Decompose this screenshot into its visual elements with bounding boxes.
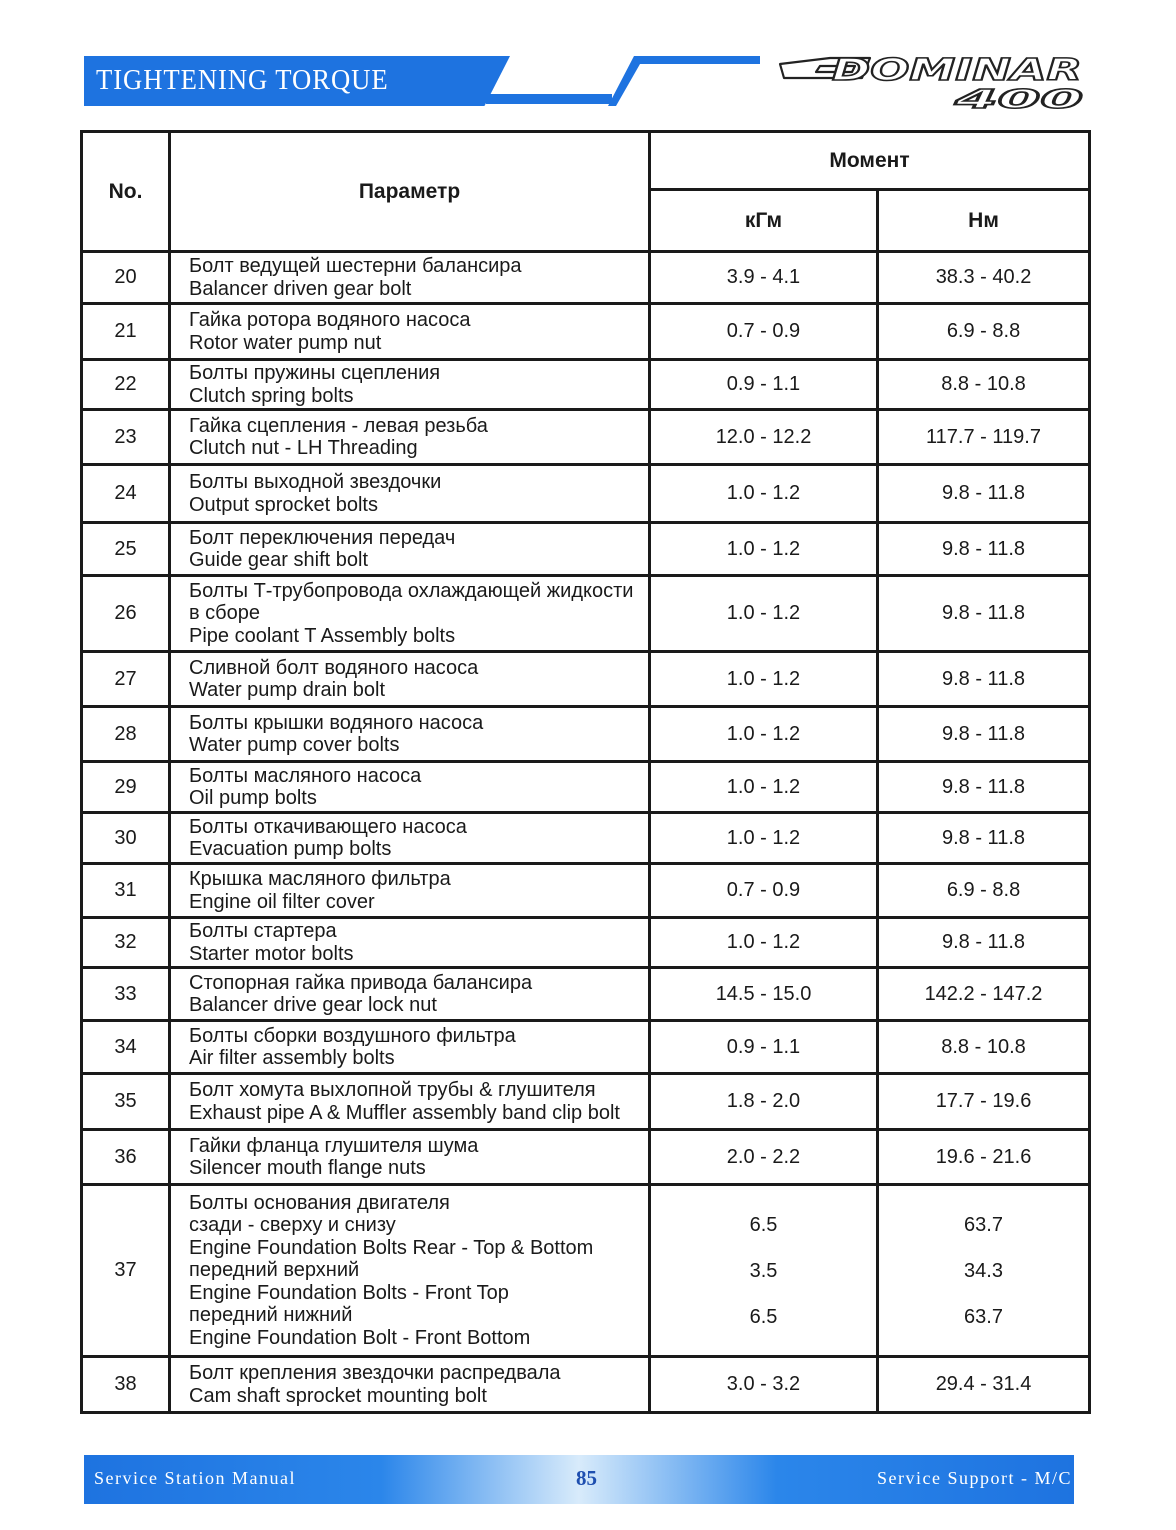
torque-kgm (650, 1185, 878, 1357)
parameter-en: Engine oil filter cover (189, 890, 375, 913)
torque-kgm-value: 6.5 (749, 1305, 778, 1328)
parameter-ru: Болт переключения передач (189, 526, 456, 549)
row-number: 38 (82, 1357, 170, 1413)
row-parameter (170, 576, 650, 652)
col-nm-header: Нм (878, 190, 1090, 252)
row-parameter (170, 1021, 650, 1074)
row-parameter (170, 1185, 650, 1357)
torque-nm: 9.8 - 11.8 (878, 918, 1090, 968)
parameter-ru: Болты стартера (189, 920, 337, 942)
parameter-en: Starter motor bolts (189, 942, 354, 965)
parameter-en: Water pump drain bolt (189, 679, 386, 701)
row-number: 22 (82, 360, 170, 410)
row-number: 21 (82, 304, 170, 360)
torque-nm: 38.3 - 40.2 (878, 252, 1090, 304)
torque-kgm: 1.0 - 1.2 (650, 762, 878, 813)
torque-kgm: 1.8 - 2.0 (650, 1074, 878, 1130)
parameter-line: передний нижний (189, 1304, 353, 1327)
parameter-line: Engine Foundation Bolt - Front Bottom (189, 1326, 531, 1349)
parameter-ru: Болты выходной звездочки (189, 471, 442, 493)
table-row (82, 1357, 1090, 1413)
table-row (82, 410, 1090, 465)
page-number: 85 (576, 1466, 597, 1490)
parameter-en: Output sprocket bolts (189, 493, 378, 516)
torque-kgm: 3.0 - 3.2 (650, 1357, 878, 1413)
table-row (82, 918, 1090, 968)
torque-kgm: 1.0 - 1.2 (650, 707, 878, 762)
torque-nm: 8.8 - 10.8 (878, 360, 1090, 410)
row-number: 34 (82, 1021, 170, 1074)
parameter-en: Silencer mouth flange nuts (189, 1157, 426, 1179)
torque-nm-value: 63.7 (964, 1305, 1003, 1328)
row-parameter (170, 762, 650, 813)
table-row (82, 576, 1090, 652)
col-kgm-header: кГм (650, 190, 878, 252)
row-number: 31 (82, 864, 170, 918)
torque-kgm: 14.5 - 15.0 (650, 968, 878, 1021)
torque-nm: 29.4 - 31.4 (878, 1357, 1090, 1413)
parameter-ru: Крышка масляного фильтра (189, 868, 451, 890)
page-title: TIGHTENING TORQUE (96, 64, 389, 96)
table-row (82, 1185, 1090, 1357)
table-row (82, 652, 1090, 707)
torque-nm: 9.8 - 11.8 (878, 576, 1090, 652)
parameter-en: Rotor water pump nut (189, 331, 382, 354)
torque-kgm: 0.9 - 1.1 (650, 1021, 878, 1074)
parameter-ru: Гайка ротора водяного насоса (189, 309, 471, 331)
table-header-row (82, 132, 1090, 190)
row-number: 33 (82, 968, 170, 1021)
parameter-en: Water pump cover bolts (189, 734, 400, 756)
row-parameter (170, 1074, 650, 1130)
header-underline (486, 94, 612, 104)
parameter-line: сзади - сверху и снизу (189, 1214, 396, 1237)
row-parameter (170, 360, 650, 410)
torque-nm: 8.8 - 10.8 (878, 1021, 1090, 1074)
parameter-ru: Болты масляного насоса (189, 764, 422, 787)
table-row (82, 968, 1090, 1021)
parameter-ru: Болт хомута выхлопной трубы & глушителя (189, 1079, 596, 1101)
row-number: 20 (82, 252, 170, 304)
parameter-ru: Гайка сцепления - левая резьба (189, 414, 488, 437)
torque-nm: 142.2 - 147.2 (878, 968, 1090, 1021)
footer-manual-title: Service Station Manual (94, 1468, 296, 1488)
torque-nm: 9.8 - 11.8 (878, 465, 1090, 523)
table-row (82, 1074, 1090, 1130)
parameter-ru: Болт ведущей шестерни балансира (189, 255, 522, 277)
header-slash-decoration (600, 56, 760, 106)
torque-nm: 17.7 - 19.6 (878, 1074, 1090, 1130)
row-parameter (170, 304, 650, 360)
row-number: 25 (82, 523, 170, 576)
row-parameter (170, 410, 650, 465)
torque-kgm: 1.0 - 1.2 (650, 813, 878, 864)
col-param-header: Параметр (170, 132, 650, 252)
table-row (82, 1021, 1090, 1074)
parameter-ru: Болты сборки воздушного фильтра (189, 1024, 516, 1047)
torque-kgm: 1.0 - 1.2 (650, 918, 878, 968)
parameter-ru: Болт крепления звездочки распредвала (189, 1362, 561, 1384)
dominar-400-logo (770, 50, 1100, 112)
table-row (82, 762, 1090, 813)
parameter-ru: Гайки фланца глушителя шума (189, 1134, 479, 1157)
row-number: 26 (82, 576, 170, 652)
logo-model-text: 400 (952, 85, 1083, 112)
torque-nm: 117.7 - 119.7 (878, 410, 1090, 465)
parameter-line: Болты основания двигателя (189, 1191, 450, 1214)
parameter-en: Guide gear shift bolt (189, 549, 368, 571)
row-parameter (170, 918, 650, 968)
table-row (82, 252, 1090, 304)
parameter-ru: Болты Т-трубопровода охлаждающей жидкости в сборе (189, 579, 634, 625)
torque-kgm: 2.0 - 2.2 (650, 1130, 878, 1185)
row-parameter (170, 864, 650, 918)
row-parameter (170, 252, 650, 304)
parameter-en: Oil pump bolts (189, 787, 317, 809)
parameter-en: Clutch nut - LH Threading (189, 437, 418, 459)
row-number: 32 (82, 918, 170, 968)
row-number: 36 (82, 1130, 170, 1185)
row-parameter (170, 523, 650, 576)
torque-nm: 9.8 - 11.8 (878, 813, 1090, 864)
parameter-ru: Болты пружины сцепления (189, 362, 441, 384)
row-parameter (170, 652, 650, 707)
torque-kgm: 0.9 - 1.1 (650, 360, 878, 410)
row-number: 28 (82, 707, 170, 762)
torque-nm: 9.8 - 11.8 (878, 762, 1090, 813)
torque-kgm: 12.0 - 12.2 (650, 410, 878, 465)
table-row (82, 1130, 1090, 1185)
torque-kgm: 1.0 - 1.2 (650, 465, 878, 523)
col-no-header: No. (82, 132, 170, 252)
torque-nm: 9.8 - 11.8 (878, 707, 1090, 762)
torque-nm: 6.9 - 8.8 (878, 304, 1090, 360)
parameter-en: Exhaust pipe A & Muffler assembly band clip bolt (189, 1101, 620, 1124)
row-number: 37 (82, 1185, 170, 1357)
logo-brand-text: DOMINAR (832, 53, 1082, 88)
row-number: 27 (82, 652, 170, 707)
parameter-ru: Стопорная гайка привода балансира (189, 971, 533, 994)
row-parameter (170, 707, 650, 762)
table-row (82, 864, 1090, 918)
row-parameter (170, 968, 650, 1021)
row-parameter (170, 1130, 650, 1185)
table-row (82, 304, 1090, 360)
torque-table (80, 130, 1091, 1414)
torque-kgm: 1.0 - 1.2 (650, 576, 878, 652)
parameter-ru: Болты откачивающего насоса (189, 815, 467, 838)
parameter-en: Clutch spring bolts (189, 384, 354, 407)
row-parameter (170, 465, 650, 523)
parameter-line: Engine Foundation Bolts Rear - Top & Bottom (189, 1236, 594, 1259)
torque-nm: 9.8 - 11.8 (878, 523, 1090, 576)
torque-nm-value: 34.3 (964, 1259, 1003, 1282)
row-number: 35 (82, 1074, 170, 1130)
parameter-en: Balancer driven gear bolt (189, 277, 412, 300)
row-number: 24 (82, 465, 170, 523)
torque-nm: 6.9 - 8.8 (878, 864, 1090, 918)
torque-nm: 19.6 - 21.6 (878, 1130, 1090, 1185)
row-number: 29 (82, 762, 170, 813)
table-row (82, 465, 1090, 523)
footer-support-label: Service Support - M/C (877, 1468, 1072, 1488)
row-number: 30 (82, 813, 170, 864)
torque-nm-value: 63.7 (964, 1213, 1003, 1236)
torque-nm (878, 1185, 1090, 1357)
parameter-en: Pipe coolant T Assembly bolts (189, 624, 456, 647)
torque-kgm: 1.0 - 1.2 (650, 523, 878, 576)
col-moment-header: Момент (650, 132, 1090, 190)
parameter-en: Evacuation pump bolts (189, 838, 392, 860)
row-number: 23 (82, 410, 170, 465)
parameter-ru: Сливной болт водяного насоса (189, 656, 479, 679)
torque-kgm: 0.7 - 0.9 (650, 304, 878, 360)
row-parameter (170, 1357, 650, 1413)
parameter-en: Balancer drive gear lock nut (189, 994, 437, 1016)
table-row (82, 360, 1090, 410)
parameter-en: Cam shaft sprocket mounting bolt (189, 1384, 487, 1407)
parameter-ru: Болты крышки водяного насоса (189, 711, 484, 734)
torque-kgm: 1.0 - 1.2 (650, 652, 878, 707)
torque-kgm: 0.7 - 0.9 (650, 864, 878, 918)
table-row (82, 707, 1090, 762)
parameter-line: Engine Foundation Bolts - Front Top (189, 1281, 509, 1304)
torque-nm: 9.8 - 11.8 (878, 652, 1090, 707)
torque-kgm-value: 3.5 (749, 1259, 778, 1282)
torque-kgm: 3.9 - 4.1 (650, 252, 878, 304)
parameter-line: передний верхний (189, 1259, 360, 1282)
table-row (82, 813, 1090, 864)
parameter-en: Air filter assembly bolts (189, 1047, 395, 1069)
row-parameter (170, 813, 650, 864)
torque-kgm-value: 6.5 (749, 1213, 778, 1236)
table-row (82, 523, 1090, 576)
